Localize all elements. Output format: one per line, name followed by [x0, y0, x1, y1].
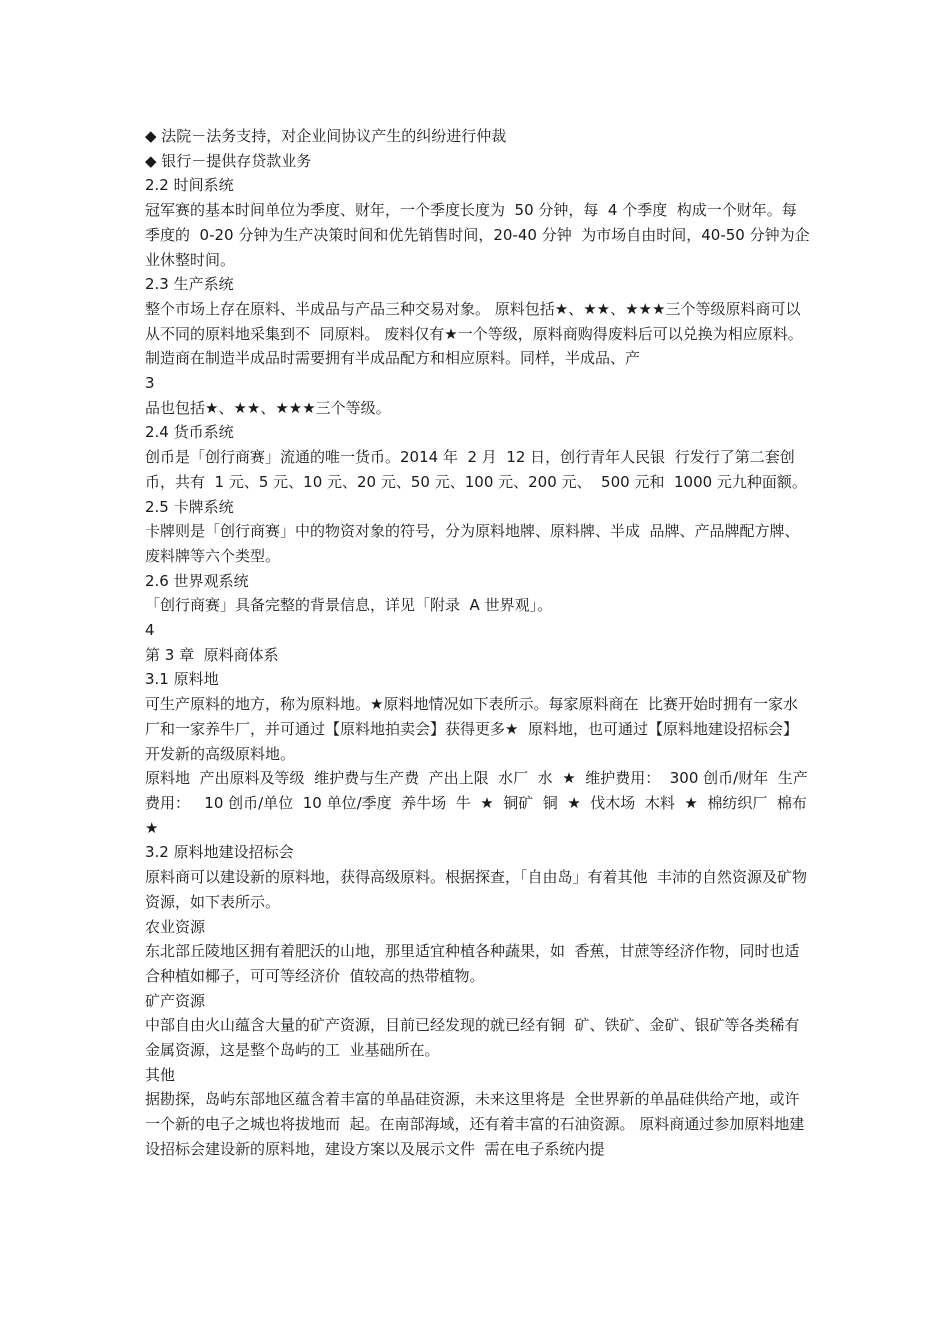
paragraph-worldview-system: 「创行商赛」具备完整的背景信息，详见「附录 A 世界观」。 — [145, 596, 553, 615]
paragraph-construction-bidding: 原料商可以建设新的原料地，获得高级原料。根据探查，「自由岛」有着其他 丰沛的自然资源及矿物资源，如下表所示。 — [145, 868, 808, 911]
bullet-bank: ◆ 银行－提供存贷款业务 — [145, 151, 312, 170]
paragraph-other: 据勘探，岛屿东部地区蕴含着丰富的单晶硅资源，未来这里将是 全世界新的单晶硅供给产地，或许一个新的电子之城也将拔地而 起。在南部海域，还有着丰富的石油资源。 原料商通过参加原料地建设招标会建设新的原料地，建设方案以及展示文件 需在电子系统内提 — [145, 1090, 805, 1158]
heading-2-3: 2.3 生产系统 — [145, 275, 234, 294]
heading-2-2: 2.2 时间系统 — [145, 176, 234, 195]
paragraph-agriculture: 东北部丘陵地区拥有着肥沃的山地，那里适宜种植各种蔬果，如 香蕉，甘蔗等经济作物，同时也适合种植如椰子，可可等经济价 值较高的热带植物。 — [145, 942, 800, 985]
paragraph-production-continued: 品也包括★、★★、★★★三个等级。 — [145, 398, 391, 417]
paragraph-time-system: 冠军赛的基本时间单位为季度、财年，一个季度长度为 50 分钟，每 4 个季度 构成一个财年。每季度的 0-20 分钟为生产决策时间和优先销售时间，20-40 分钟 为市场自由时间，40-50 分钟为企业休整时间。 — [145, 201, 810, 269]
paragraph-currency-system: 创币是「创行商赛」流通的唯一货币。2014 年 2 月 12 日，创行青年人民银 行发行了第二套创币，共有 1 元、5 元、10 元、20 元、50 元、100 元、200 元、 500 元和 1000 元九种面额。 — [145, 448, 807, 491]
page-number-3: 3 — [145, 374, 155, 393]
subheading-other: 其他 — [145, 1065, 176, 1084]
paragraph-raw-material-site: 可生产原料的地方，称为原料地。★原料地情况如下表所示。每家原料商在 比赛开始时拥有一家水厂和一家养牛厂，并可通过【原料地拍卖会】获得更多★ 原料地，也可通过【原料地建设招标会】开发新的高级原料地。 — [145, 695, 798, 763]
heading-2-4: 2.4 货币系统 — [145, 423, 234, 442]
heading-3-2: 3.2 原料地建设招标会 — [145, 843, 294, 862]
heading-2-5: 2.5 卡牌系统 — [145, 497, 234, 516]
bullet-court: ◆ 法院－法务支持，对企业间协议产生的纠纷进行仲裁 — [145, 127, 507, 145]
paragraph-production-system: 整个市场上存在原料、半成品与产品三种交易对象。 原料包括★、★★、★★★三个等级原料商可以从不同的原料地采集到不 同原料。 废料仅有★一个等级，原料商购得废料后可以兑换为相应原料。 制造商在制造半成品时需要拥有半成品配方和相应原料。同样，半成品、产 — [145, 299, 808, 368]
heading-2-6: 2.6 世界观系统 — [145, 571, 249, 590]
paragraph-raw-material-table: 原料地 产出原料及等级 维护费与生产费 产出上限 水厂 水 ★ 维护费用： 300 创币/财年 生产费用： 10 创币/单位 10 单位/季度 养牛场 牛 ★ 铜矿 铜 ★ 伐木场 木料 ★ 棉纺织厂 棉布 ★ — [145, 769, 817, 837]
chapter-3-title: 第 3 章 原料商体系 — [145, 645, 279, 664]
paragraph-card-system: 卡牌则是「创行商赛」中的物资对象的符号，分为原料地牌、原料牌、半成 品牌、产品牌配方牌、废料牌等六个类型。 — [145, 522, 800, 565]
subheading-agriculture: 农业资源 — [145, 917, 206, 936]
heading-3-1: 3.1 原料地 — [145, 670, 219, 689]
paragraph-minerals: 中部自由火山蕴含大量的矿产资源，目前已经发现的就已经有铜 矿、铁矿、金矿、银矿等各类稀有金属资源，这是整个岛屿的工 业基础所在。 — [145, 1016, 800, 1060]
page-number-4: 4 — [145, 621, 155, 640]
subheading-minerals: 矿产资源 — [145, 991, 206, 1010]
